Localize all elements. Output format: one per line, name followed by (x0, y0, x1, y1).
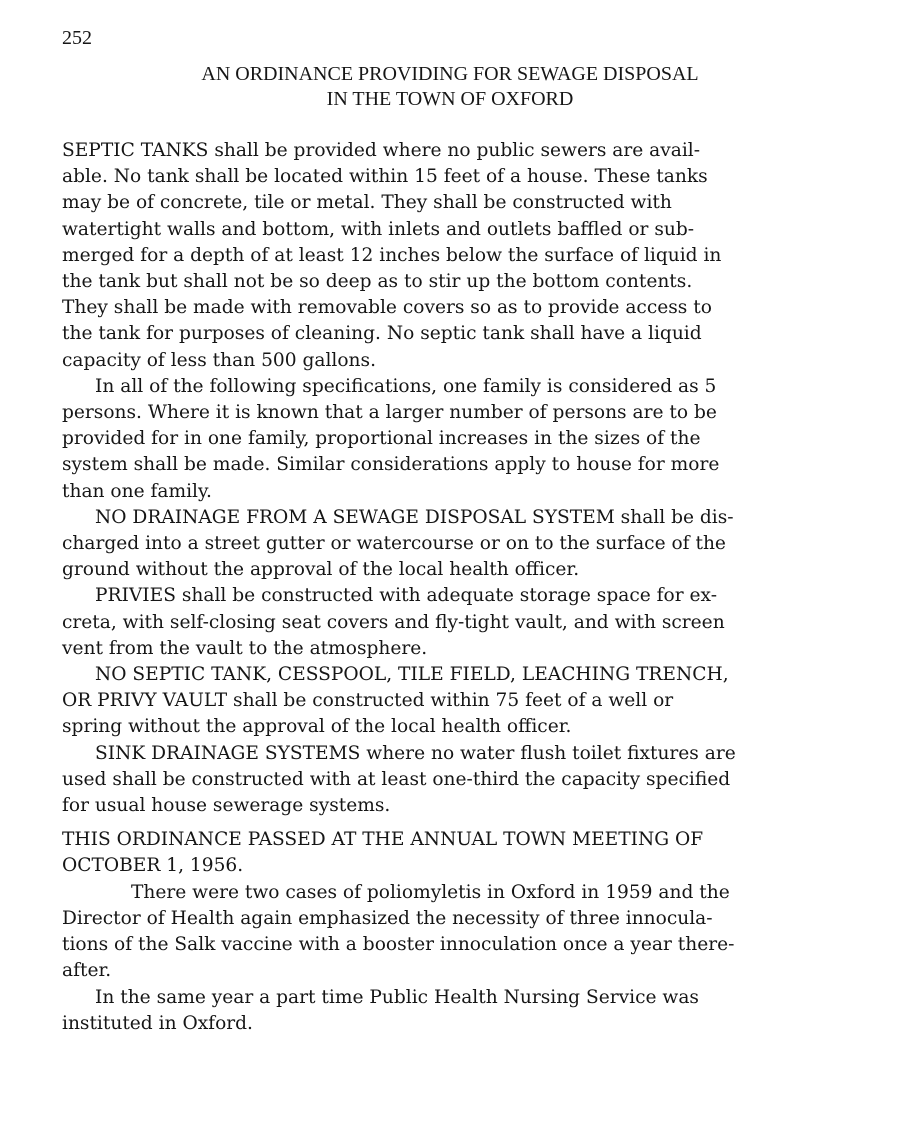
page-number: 252 (62, 27, 92, 49)
body-line: They shall be made with removable covers so as to provide access to (62, 297, 712, 319)
body-line: system shall be made. Similar considerations apply to house for more (62, 454, 720, 476)
body-line: In the same year a part time Public Health Nursing Service was (95, 986, 699, 1008)
body-line: tions of the Salk vaccine with a booster innoculation once a year there- (62, 934, 735, 956)
body-line: There were two cases of poliomyletis in Oxford in 1959 and the (131, 881, 730, 903)
body-line: persons. Where it is known that a larger number of persons are to be (62, 402, 717, 424)
body-line: PRIVIES shall be constructed with adequate storage space for ex- (95, 585, 717, 607)
body-line: merged for a depth of at least 12 inches below the surface of liquid in (62, 244, 722, 266)
body-line: used shall be constructed with at least one-third the capacity specified (62, 768, 731, 790)
body-line: spring without the approval of the local health officer. (62, 716, 572, 738)
body-line: NO DRAINAGE FROM A SEWAGE DISPOSAL SYSTEM shall be dis- (95, 506, 734, 528)
body-line: SEPTIC TANKS shall be provided where no public sewers are avail- (62, 140, 701, 161)
title-line: IN THE TOWN OF OXFORD (326, 88, 574, 110)
document-title (0, 62, 900, 112)
body-line: the tank but shall not be so deep as to stir up the bottom contents. (62, 271, 693, 293)
body-line: SINK DRAINAGE SYSTEMS where no water flush toilet fixtures are (95, 742, 736, 764)
body-line: OCTOBER 1, 1956. (62, 855, 244, 877)
title-line: AN ORDINANCE PROVIDING FOR SEWAGE DISPOSAL (201, 63, 699, 85)
body-line: ground without the approval of the local health officer. (62, 559, 580, 581)
body-line: for usual house sewerage systems. (62, 795, 391, 817)
body-line: than one family. (62, 480, 212, 502)
body-line: OR PRIVY VAULT shall be constructed within 75 feet of a well or (62, 690, 674, 712)
body-line: may be of concrete, tile or metal. They shall be constructed with (62, 192, 672, 214)
body-line: the tank for purposes of cleaning. No septic tank shall have a liquid (62, 323, 702, 345)
body-line: In all of the following specifications, one family is considered as 5 (95, 375, 717, 397)
body-line: after. (62, 960, 112, 982)
body-line: capacity of less than 500 gallons. (62, 349, 376, 371)
body-line: charged into a street gutter or watercourse or on to the surface of the (62, 533, 726, 555)
body-line: vent from the vault to the atmosphere. (62, 637, 428, 659)
body-line: Director of Health again emphasized the necessity of three innocula- (62, 907, 713, 929)
body-line: instituted in Oxford. (62, 1012, 253, 1034)
body-line: NO SEPTIC TANK, CESSPOOL, TILE FIELD, LEACHING TRENCH, (95, 664, 729, 686)
body-line: provided for in one family, proportional increases in the sizes of the (62, 428, 701, 450)
document-body (62, 138, 872, 1037)
body-line: THIS ORDINANCE PASSED AT THE ANNUAL TOWN MEETING OF (62, 829, 704, 851)
body-line: able. No tank shall be located within 15 feet of a house. These tanks (62, 166, 708, 188)
body-line: creta, with self-closing seat covers and fly-tight vault, and with screen (62, 611, 725, 633)
body-line: watertight walls and bottom, with inlets and outlets baffled or sub- (62, 218, 695, 240)
